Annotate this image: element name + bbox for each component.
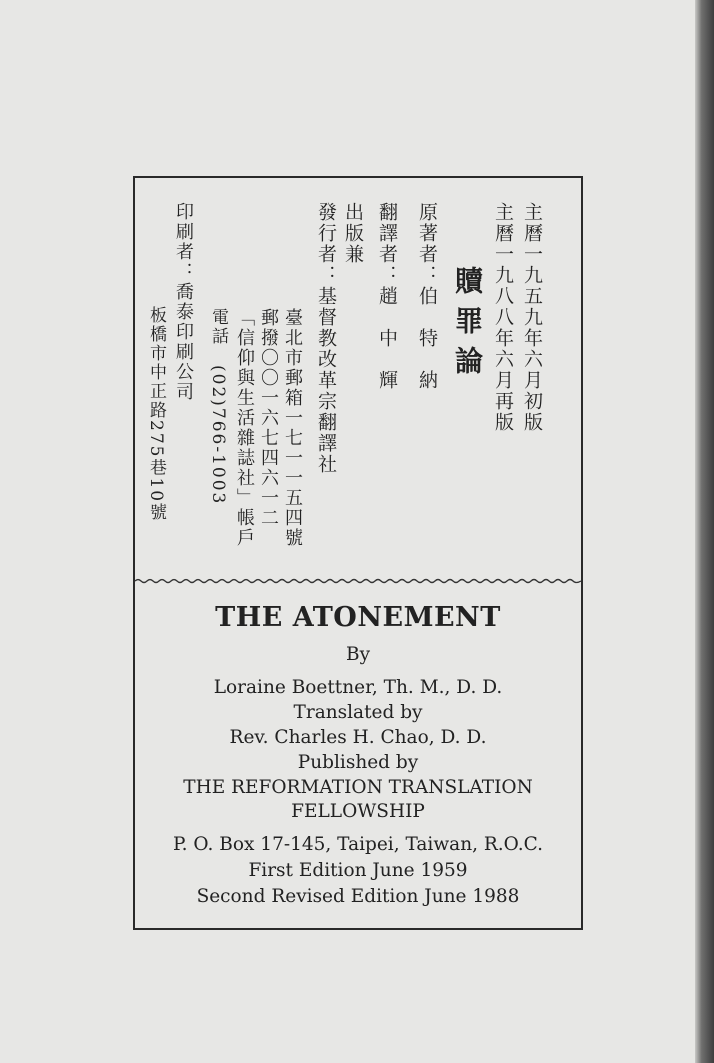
address-cn: 臺北市郵箱一七一一五四號 <box>282 308 303 548</box>
second-edition-en: Second Revised Edition June 1988 <box>196 886 520 907</box>
book-title-en: THE ATONEMENT <box>215 602 501 633</box>
account-name-cn: 「信仰與生活雜誌社」帳戶 <box>234 308 255 548</box>
page-edge-shadow <box>695 0 714 1063</box>
phone-cn: 電話 (02)766-1003 <box>208 308 228 506</box>
author-cn: 原著者：伯 特 納 <box>416 202 438 391</box>
by-label: By <box>345 644 371 665</box>
publisher-en-line1: THE REFORMATION TRANSLATION <box>183 777 533 798</box>
book-title-cn: 贖罪論 <box>451 266 484 386</box>
edition-second-cn: 主曆一九八八年六月再版 <box>492 202 514 433</box>
printer-cn: 印刷者：喬泰印刷公司 <box>173 202 194 402</box>
translator-cn: 翻譯者：趙 中 輝 <box>376 202 398 391</box>
translated-by-label: Translated by <box>293 702 423 723</box>
wavy-divider <box>135 576 581 586</box>
postal-account-cn: 郵撥〇〇一六七四六一二 <box>258 308 279 528</box>
printer-address-cn: 板橋市中正路275巷10號 <box>146 306 166 523</box>
edition-first-cn: 主曆一九五九年六月初版 <box>521 202 543 433</box>
publisher-cn: 發行者：基督教改革宗翻譯社 <box>315 202 337 475</box>
address-en: P. O. Box 17-145, Taipei, Taiwan, R.O.C. <box>172 834 544 855</box>
first-edition-en: First Edition June 1959 <box>248 860 468 881</box>
translator-en: Rev. Charles H. Chao, D. D. <box>229 727 487 748</box>
published-by-label: Published by <box>297 752 419 773</box>
author-en: Loraine Boettner, Th. M., D. D. <box>213 677 503 698</box>
publisher-en-line2: FELLOWSHIP <box>291 801 425 822</box>
publisher-label-cn: 出版兼 <box>342 202 364 265</box>
copyright-box <box>133 176 583 930</box>
